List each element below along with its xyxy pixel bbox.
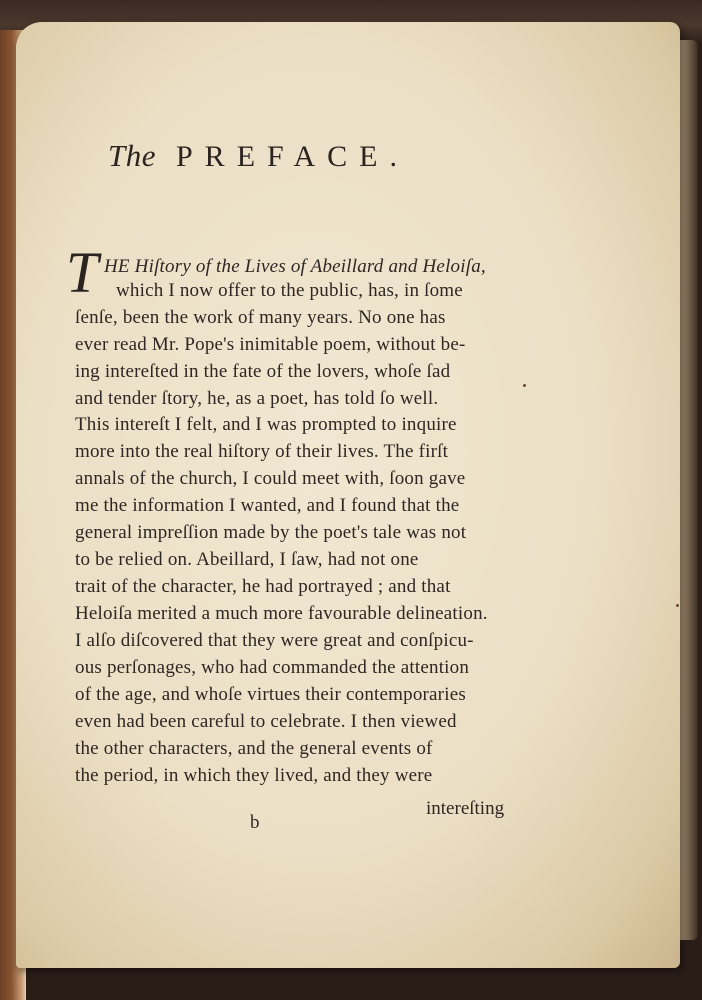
text-line: ous perſonages, who had commanded the attention [75,657,470,678]
text-line: This intereſt I felt, and I was prompted to inquire [75,414,457,435]
text-line: me the information I wanted, and I found that the [75,495,460,516]
text-line: I alſo diſcovered that they were great and conſpicu- [75,630,474,651]
text-line: HE Hiſtory of the Lives of Abeillard and Heloiſa, [104,256,486,277]
text-line: the other characters, and the general events of [75,738,433,759]
text-line: ever read Mr. Pope's inimitable poem, without be- [75,334,466,355]
text-line: ſenſe, been the work of many years. No one has [75,307,446,328]
title-preface: PREFACE. [176,140,409,173]
catchword: intereſting [426,798,505,819]
text-line: ing intereſted in the fate of the lovers, whoſe ſad [75,361,451,382]
text-line: of the age, and whoſe virtues their contemporaries [75,684,466,705]
text-line: even had been careful to celebrate. I then viewed [75,711,457,732]
signature-mark: b [250,812,260,833]
text-line: annals of the church, I could meet with, ſoon gave [75,468,466,489]
text-line: and tender ſtory, he, as a poet, has told ſo well. [75,388,439,409]
text-line: general impreſſion made by the poet's tale was not [75,522,467,543]
paper-speck [676,604,679,607]
title-the: The [108,138,156,173]
text-line: which I now offer to the public, has, in ſome [116,280,463,301]
text-line: the period, in which they lived, and they were [75,765,433,786]
text-line: trait of the character, he had portrayed ; and that [75,576,451,597]
text-line: to be relied on. Abeillard, I ſaw, had not one [75,549,419,570]
page-title [108,138,468,188]
text-line: Heloiſa merited a much more favourable delineation. [75,603,488,624]
text-line: more into the real hiſtory of their lives. The firſt [75,441,449,462]
paper-speck [523,384,526,387]
drop-cap: T [66,240,99,305]
